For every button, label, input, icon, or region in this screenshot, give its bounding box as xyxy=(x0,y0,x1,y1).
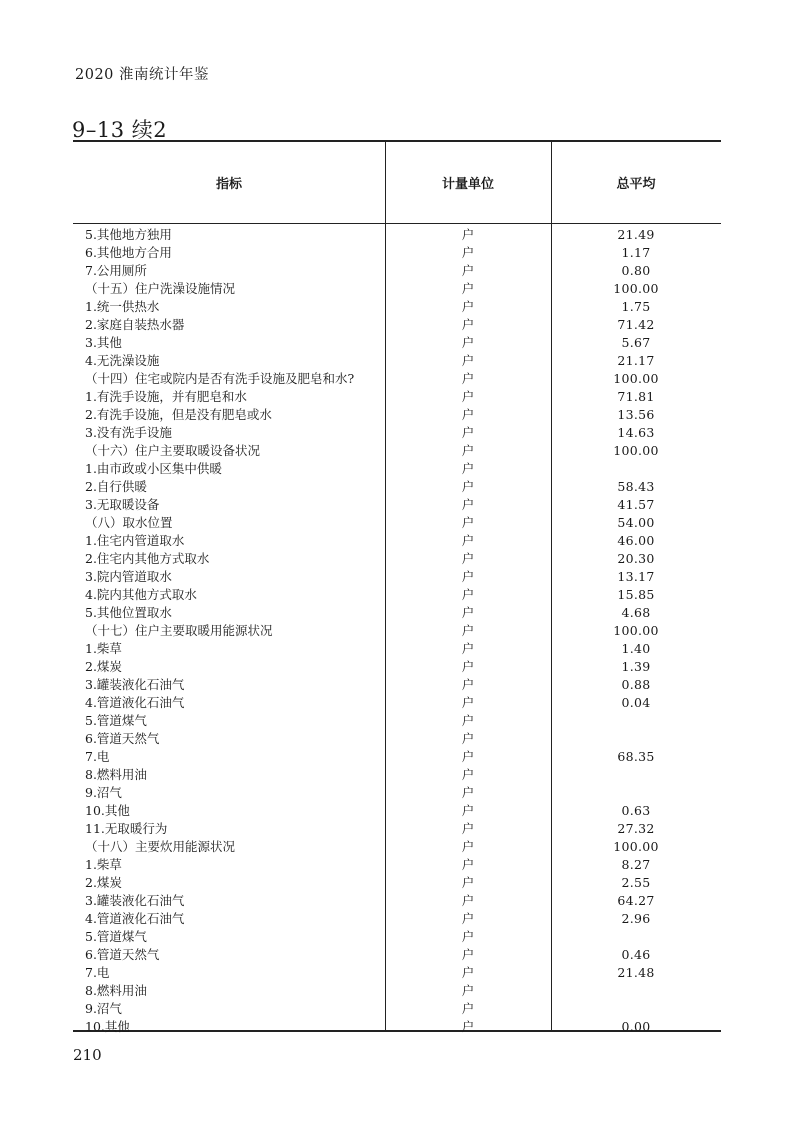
row-unit: 户 xyxy=(461,245,475,260)
row-value: 21.17 xyxy=(617,353,655,368)
row-value: 41.57 xyxy=(617,497,655,512)
row-unit: 户 xyxy=(461,443,475,458)
row-unit: 户 xyxy=(461,353,475,368)
table-row xyxy=(73,460,721,478)
row-unit: 户 xyxy=(461,695,475,710)
row-value: 5.67 xyxy=(621,335,651,350)
row-value: 8.27 xyxy=(621,857,651,872)
table-title: 9–13 续2 xyxy=(72,118,168,142)
row-label: 5.管道煤气 xyxy=(85,929,147,944)
table-row xyxy=(73,964,721,982)
row-unit: 户 xyxy=(461,263,475,278)
row-value: 0.63 xyxy=(621,803,651,818)
row-label: 1.住宅内管道取水 xyxy=(85,533,185,548)
row-label: 9.沼气 xyxy=(85,785,122,800)
row-unit: 户 xyxy=(461,281,475,296)
row-label: 1.柴草 xyxy=(85,857,122,872)
data-table xyxy=(73,140,721,1033)
row-unit: 户 xyxy=(461,569,475,584)
row-value: 58.43 xyxy=(617,479,655,494)
row-value: 46.00 xyxy=(617,533,655,548)
row-label: 2.自行供暖 xyxy=(85,479,147,494)
row-value: 100.00 xyxy=(613,443,659,458)
row-unit: 户 xyxy=(461,461,475,476)
row-value: 0.04 xyxy=(621,695,651,710)
row-unit: 户 xyxy=(461,533,475,548)
row-value: 15.85 xyxy=(617,587,655,602)
row-label: 8.燃料用油 xyxy=(85,767,147,782)
row-unit: 户 xyxy=(461,317,475,332)
row-label: （八）取水位置 xyxy=(85,515,173,530)
row-label: （十五）住户洗澡设施情况 xyxy=(85,281,236,296)
row-label: 3.院内管道取水 xyxy=(85,569,172,584)
row-label: 1.柴草 xyxy=(85,641,122,656)
row-label: 4.无洗澡设施 xyxy=(85,353,160,368)
row-value: 100.00 xyxy=(613,839,659,854)
row-label: 1.有洗手设施，并有肥皂和水 xyxy=(85,389,247,404)
table-row xyxy=(73,244,721,262)
row-label: 6.管道天然气 xyxy=(85,731,160,746)
row-value: 0.80 xyxy=(621,263,651,278)
column-header-unit: 计量单位 xyxy=(441,177,494,192)
table-row xyxy=(73,478,721,496)
row-value: 13.56 xyxy=(617,407,655,422)
table-row xyxy=(73,622,721,640)
row-value: 100.00 xyxy=(613,623,659,638)
row-value: 20.30 xyxy=(617,551,655,566)
row-label: 7.电 xyxy=(85,965,110,980)
row-label: 8.燃料用油 xyxy=(85,983,147,998)
table-row xyxy=(73,334,721,352)
row-unit: 户 xyxy=(461,677,475,692)
row-unit: 户 xyxy=(461,497,475,512)
row-unit: 户 xyxy=(461,605,475,620)
table-row xyxy=(73,298,721,316)
row-value: 71.42 xyxy=(617,317,655,332)
row-unit: 户 xyxy=(461,623,475,638)
row-label: 10.其他 xyxy=(85,1019,130,1034)
row-label: 4.院内其他方式取水 xyxy=(85,587,197,602)
table-row xyxy=(73,442,721,460)
row-unit: 户 xyxy=(461,587,475,602)
row-unit: 户 xyxy=(461,857,475,872)
row-unit: 户 xyxy=(461,821,475,836)
page-number: 210 xyxy=(73,1046,102,1064)
table-row xyxy=(73,802,721,820)
table-row xyxy=(73,928,721,946)
row-label: 2.煤炭 xyxy=(85,875,122,890)
table-row xyxy=(73,604,721,622)
row-unit: 户 xyxy=(461,1001,475,1016)
row-unit: 户 xyxy=(461,911,475,926)
row-value: 1.39 xyxy=(621,659,651,674)
table-row xyxy=(73,226,721,244)
row-value: 0.00 xyxy=(621,1019,651,1034)
row-value: 14.63 xyxy=(617,425,655,440)
row-value: 68.35 xyxy=(617,749,655,764)
row-value: 4.68 xyxy=(621,605,651,620)
table-row xyxy=(73,1000,721,1018)
row-label: 3.罐装液化石油气 xyxy=(85,893,185,908)
row-label: 6.其他地方合用 xyxy=(85,245,172,260)
table-header xyxy=(73,140,721,223)
running-head: 2020 淮南统计年鉴 xyxy=(75,67,210,83)
row-value: 1.17 xyxy=(621,245,651,260)
row-label: 3.其他 xyxy=(85,335,122,350)
row-unit: 户 xyxy=(461,299,475,314)
table-row xyxy=(73,640,721,658)
row-label: 2.住宅内其他方式取水 xyxy=(85,551,210,566)
table-row xyxy=(73,946,721,964)
row-label: （十七）住户主要取暖用能源状况 xyxy=(85,623,273,638)
table-row xyxy=(73,784,721,802)
table-row xyxy=(73,280,721,298)
table-row xyxy=(73,262,721,280)
row-unit: 户 xyxy=(461,551,475,566)
row-value: 21.49 xyxy=(617,227,655,242)
row-unit: 户 xyxy=(461,641,475,656)
table-row xyxy=(73,820,721,838)
row-value: 0.46 xyxy=(621,947,651,962)
row-label: （十四）住宅或院内是否有洗手设施及肥皂和水? xyxy=(85,371,355,386)
row-unit: 户 xyxy=(461,713,475,728)
table-row xyxy=(73,586,721,604)
row-unit: 户 xyxy=(461,749,475,764)
row-label: 1.由市政或小区集中供暖 xyxy=(85,461,222,476)
header-bottom-rule xyxy=(73,223,721,224)
row-label: 5.其他地方独用 xyxy=(85,227,172,242)
row-unit: 户 xyxy=(461,947,475,962)
row-label: 11.无取暖行为 xyxy=(85,821,168,836)
row-unit: 户 xyxy=(461,227,475,242)
row-label: 6.管道天然气 xyxy=(85,947,160,962)
table-row xyxy=(73,514,721,532)
row-value: 64.27 xyxy=(617,893,655,908)
table-row xyxy=(73,550,721,568)
row-value: 1.40 xyxy=(621,641,651,656)
row-unit: 户 xyxy=(461,515,475,530)
row-unit: 户 xyxy=(461,875,475,890)
row-value: 21.48 xyxy=(617,965,655,980)
row-label: 2.有洗手设施，但是没有肥皂或水 xyxy=(85,407,272,422)
row-label: （十六）住户主要取暖设备状况 xyxy=(85,443,261,458)
table-row xyxy=(73,730,721,748)
table-row xyxy=(73,316,721,334)
table-row xyxy=(73,766,721,784)
row-label: 3.罐装液化石油气 xyxy=(85,677,185,692)
row-value: 2.55 xyxy=(621,875,651,890)
row-unit: 户 xyxy=(461,803,475,818)
row-label: 7.电 xyxy=(85,749,110,764)
table-row xyxy=(73,496,721,514)
row-value: 71.81 xyxy=(617,389,655,404)
row-unit: 户 xyxy=(461,731,475,746)
row-unit: 户 xyxy=(461,371,475,386)
row-unit: 户 xyxy=(461,389,475,404)
table-row xyxy=(73,748,721,766)
row-unit: 户 xyxy=(461,929,475,944)
row-value: 1.75 xyxy=(621,299,651,314)
row-label: 3.无取暖设备 xyxy=(85,497,160,512)
row-label: 7.公用厕所 xyxy=(85,263,147,278)
table-row xyxy=(73,406,721,424)
row-unit: 户 xyxy=(461,335,475,350)
row-unit: 户 xyxy=(461,893,475,908)
table-row xyxy=(73,874,721,892)
row-label: 9.沼气 xyxy=(85,1001,122,1016)
row-unit: 户 xyxy=(461,965,475,980)
table-row xyxy=(73,388,721,406)
row-unit: 户 xyxy=(461,785,475,800)
row-label: 4.管道液化石油气 xyxy=(85,911,185,926)
row-unit: 户 xyxy=(461,767,475,782)
row-label: 10.其他 xyxy=(85,803,130,818)
column-header-average: 总平均 xyxy=(616,177,656,192)
table-row xyxy=(73,910,721,928)
table-row xyxy=(73,712,721,730)
table-row xyxy=(73,892,721,910)
row-label: 1.统一供热水 xyxy=(85,299,160,314)
table-row xyxy=(73,694,721,712)
row-label: 2.家庭自装热水器 xyxy=(85,317,185,332)
row-label: 3.没有洗手设施 xyxy=(85,425,172,440)
row-label: 5.其他位置取水 xyxy=(85,605,172,620)
table-body xyxy=(73,226,721,1036)
row-unit: 户 xyxy=(461,659,475,674)
row-unit: 户 xyxy=(461,839,475,854)
table-row xyxy=(73,568,721,586)
row-label: 4.管道液化石油气 xyxy=(85,695,185,710)
row-value: 54.00 xyxy=(617,515,655,530)
row-unit: 户 xyxy=(461,407,475,422)
row-unit: 户 xyxy=(461,425,475,440)
table-row xyxy=(73,838,721,856)
table-row xyxy=(73,532,721,550)
table-row xyxy=(73,1018,721,1036)
row-unit: 户 xyxy=(461,1019,475,1034)
table-row xyxy=(73,352,721,370)
row-unit: 户 xyxy=(461,983,475,998)
row-label: （十八）主要炊用能源状况 xyxy=(85,839,236,854)
table-row xyxy=(73,658,721,676)
table-row xyxy=(73,982,721,1000)
table-row xyxy=(73,424,721,442)
table-row xyxy=(73,370,721,388)
table-row xyxy=(73,676,721,694)
row-value: 100.00 xyxy=(613,281,659,296)
row-label: 2.煤炭 xyxy=(85,659,122,674)
row-value: 100.00 xyxy=(613,371,659,386)
column-header-indicator: 指标 xyxy=(215,177,242,192)
table-row xyxy=(73,856,721,874)
row-label: 5.管道煤气 xyxy=(85,713,147,728)
row-value: 13.17 xyxy=(617,569,655,584)
row-value: 0.88 xyxy=(621,677,651,692)
row-unit: 户 xyxy=(461,479,475,494)
row-value: 27.32 xyxy=(617,821,655,836)
row-value: 2.96 xyxy=(621,911,651,926)
